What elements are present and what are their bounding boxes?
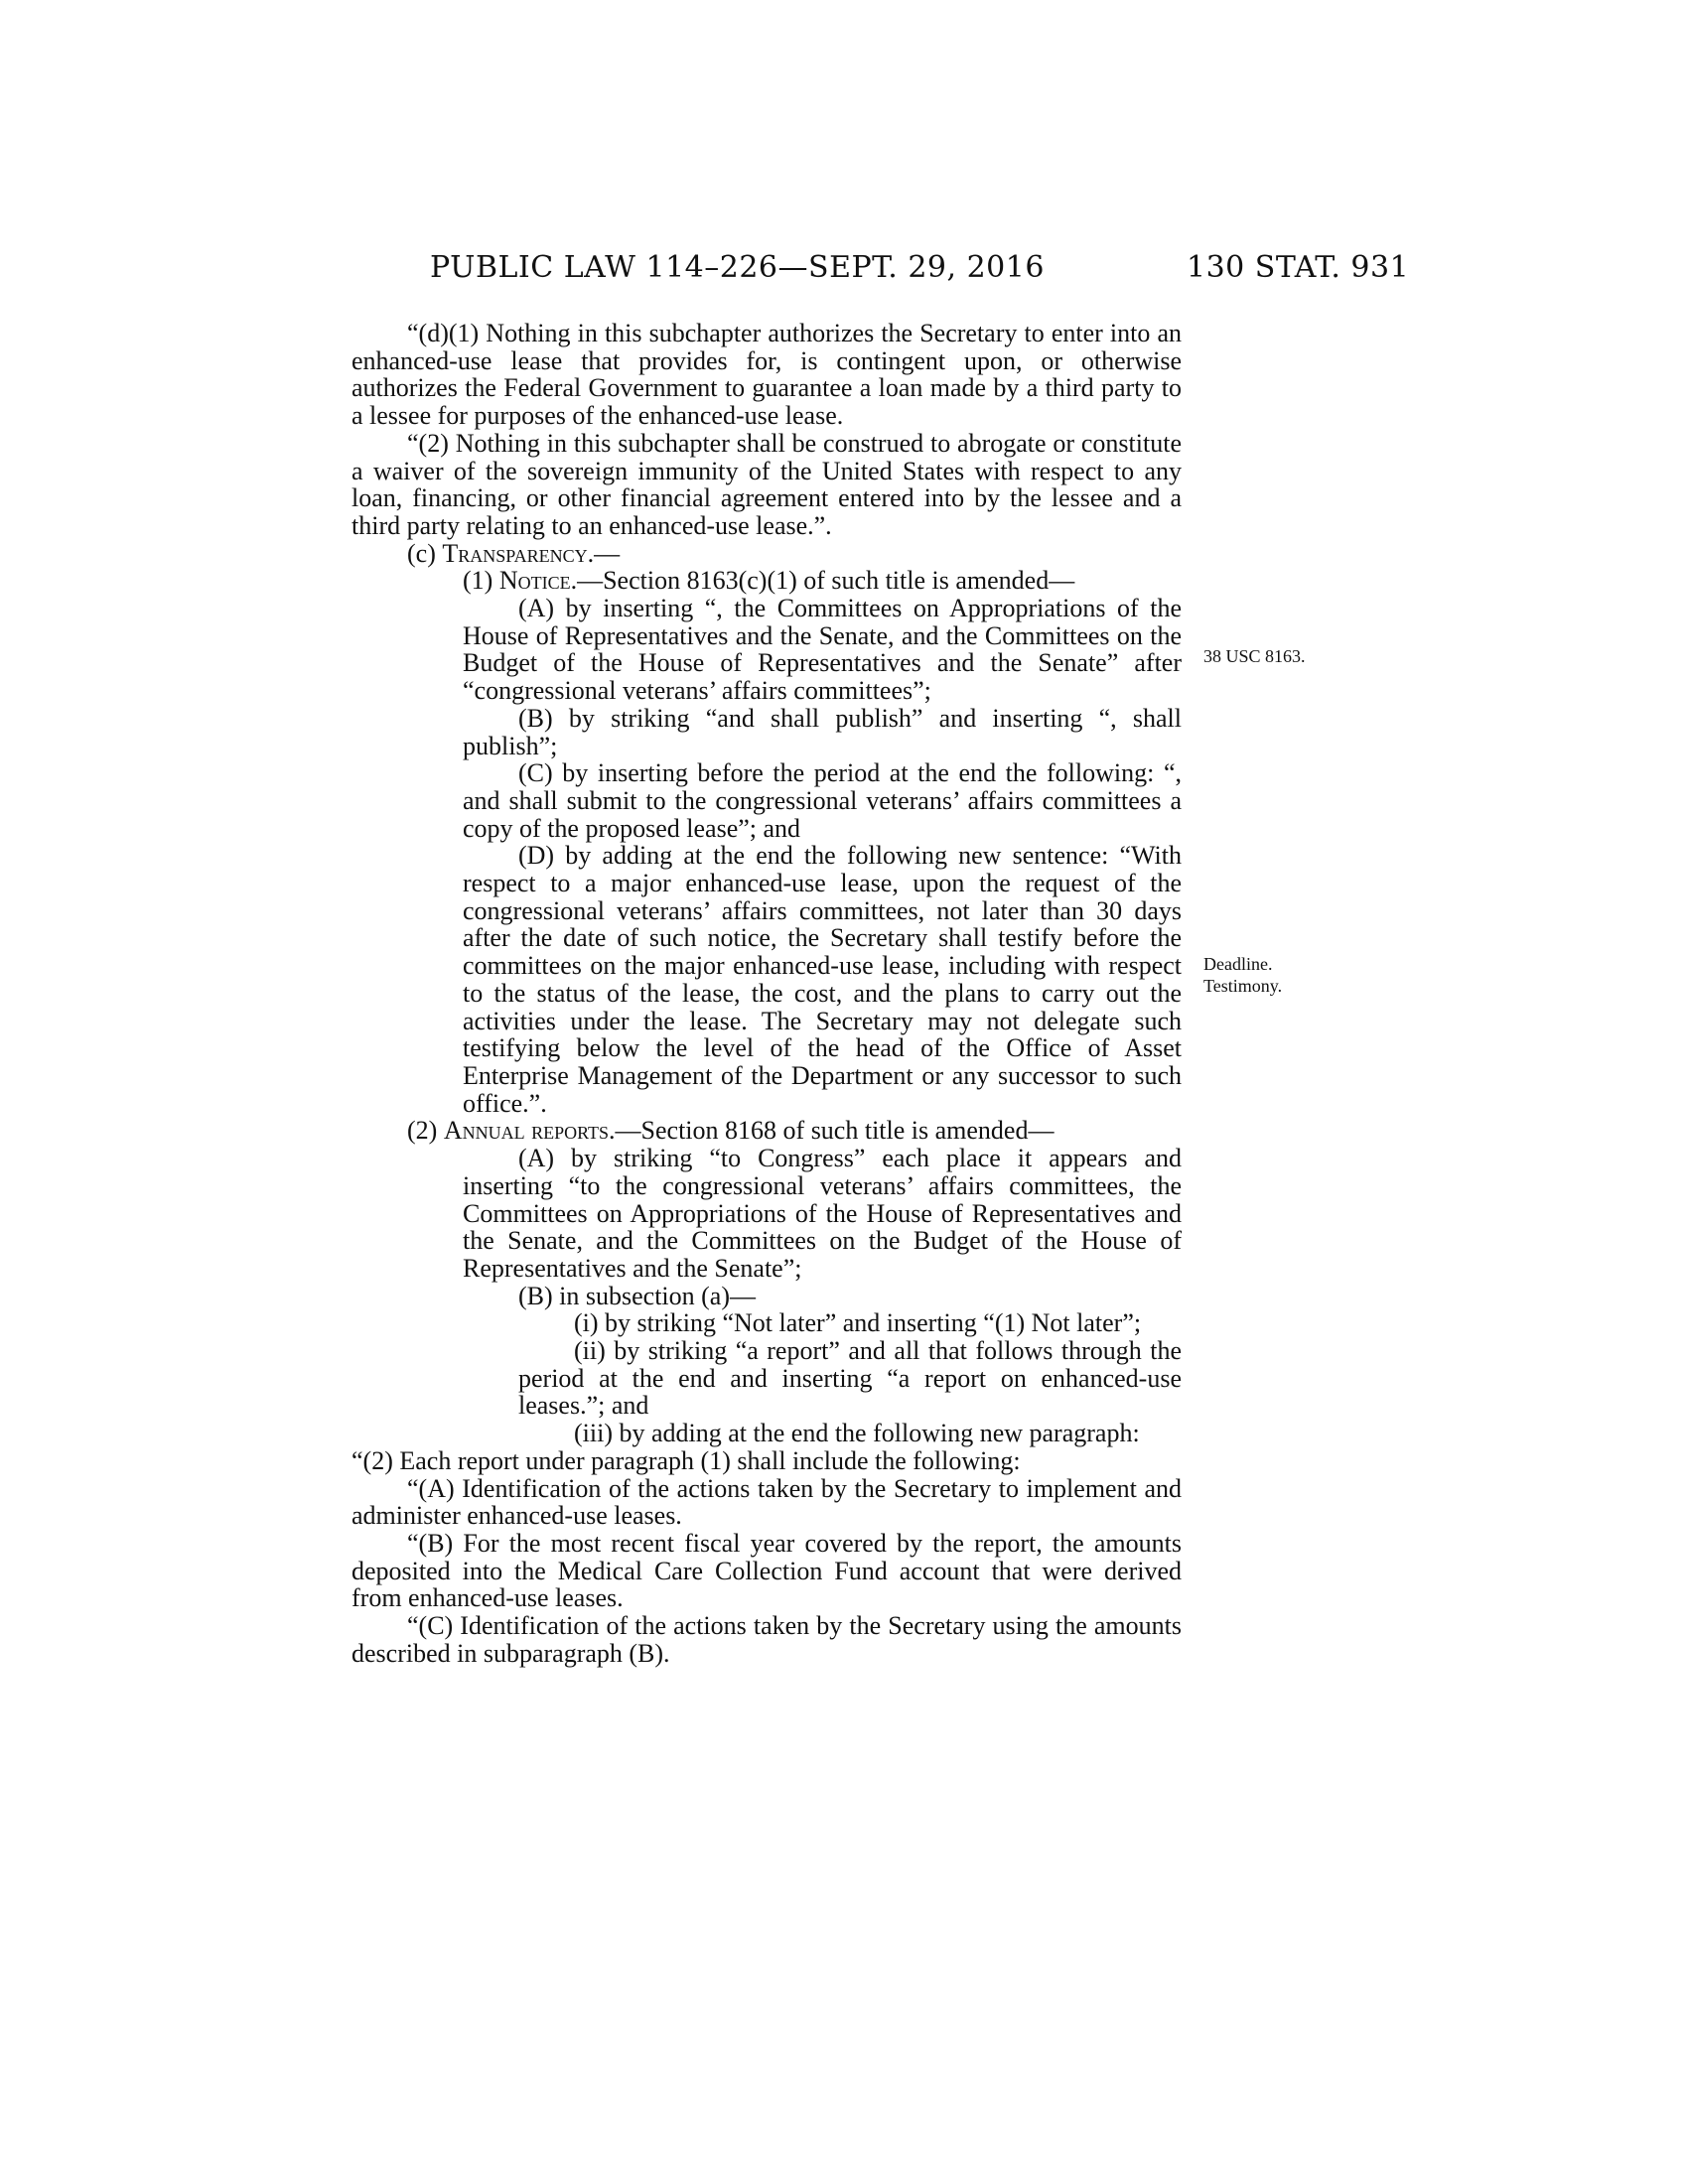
- paragraph-c2-text: .—Section 8168 of such title is amended—: [609, 1116, 1055, 1146]
- paragraph-c2-heading: Annual reports: [443, 1116, 610, 1146]
- paragraph-c1: [352, 567, 1182, 595]
- body-text: [352, 320, 1182, 1667]
- clause-c1D: (D) by adding at the end the following new sentence: “With respect to a major enhanced-use lease, upon the request of the congressional veterans’ affairs committees, not later than 30 days after the date of such notice, the Secretary shall testify before the committees on the major enhanced-use lease, including with respect to the status of the lease, the cost, and the plans to carry out the activities under the lease. The Secretary may not delegate such testifying below the level of the head of the Office of Asset Enterprise Management of the Department or any successor to such office.”.: [463, 841, 1182, 1118]
- margin-note-deadline: Deadline.: [1203, 954, 1273, 974]
- paragraph-c1-prefix: (1): [463, 566, 499, 596]
- paragraph-d2: “(2) Nothing in this subchapter shall be construed to abrogate or constitute a waiver of the sovereign immunity of the United States with respect to any loan, financing, or other financial agreement entered into by the lessee and a third party relating to an enhanced-use lease.”.: [352, 428, 1182, 540]
- subsection-c-suffix: .—: [587, 538, 621, 568]
- clause-c2Bi: (i) by striking “Not later” and inserting “(1) Not later”;: [574, 1308, 1142, 1338]
- clause-c1C: (C) by inserting before the period at the end the following: “, and shall submit to the congressional veterans’ affairs committees a copy of the proposed lease”; and: [463, 758, 1182, 843]
- clause-c2B: (B) in subsection (a)—: [518, 1281, 757, 1310]
- quoted-paragraph-2: “(2) Each report under paragraph (1) shall include the following:: [352, 1445, 1021, 1475]
- paragraph-c2: [352, 1117, 1182, 1145]
- running-header-title: PUBLIC LAW 114–226—SEPT. 29, 2016: [430, 250, 1045, 285]
- page-folio: 130 STAT. 931: [1187, 250, 1410, 285]
- quoted-clause-2B: “(B) For the most recent fiscal year covered by the report, the amounts deposited into the Medical Care Collection Fund account that were derived from enhanced-use leases.: [352, 1528, 1182, 1613]
- paragraph-d1: “(d)(1) Nothing in this subchapter authorizes the Secretary to enter into an enhanced-use lease that provides for, is contingent upon, or otherwise authorizes the Federal Government to guarantee a loan made by a third party to a lessee for purposes of the enhanced-use lease.: [352, 319, 1182, 431]
- subsection-c-prefix: (c): [407, 538, 443, 568]
- clause-c2Bii: (ii) by striking “a report” and all that follows through the period at the end and inserting “a report on enhanced-use leases.”; and: [518, 1336, 1182, 1421]
- quoted-clause-2C: “(C) Identification of the actions taken by the Secretary using the amounts described in subparagraph (B).: [352, 1611, 1182, 1668]
- quoted-clause-2A: “(A) Identification of the actions taken by the Secretary to implement and administer enhanced-use leases.: [352, 1473, 1182, 1531]
- clause-c2Biii: (iii) by adding at the end the following new paragraph:: [574, 1419, 1140, 1448]
- paragraph-c1-heading: Notice: [498, 566, 571, 596]
- paragraph-c2-prefix: (2): [407, 1116, 444, 1146]
- clause-c1A: (A) by inserting “, the Committees on Appropriations of the House of Representatives and the Senate, and the Committees on the Budget of the House of Representatives and the Senate” after “congressional veterans’ affairs committees”;: [463, 594, 1182, 706]
- clause-c1B: (B) by striking “and shall publish” and inserting “, shall publish”;: [463, 703, 1182, 760]
- paragraph-c1-text: .—Section 8163(c)(1) of such title is amended—: [570, 566, 1075, 596]
- margin-note-citation: 38 USC 8163.: [1203, 646, 1306, 666]
- clause-c2A: (A) by striking “to Congress” each place it appears and inserting “to the congressional veterans’ affairs committees, the Committees on Appropriations of the House of Representatives and the Senate, and the Committees on the Budget of the House of Representatives and the Senate”;: [463, 1144, 1182, 1283]
- subsection-c-heading: [352, 540, 1182, 568]
- subsection-c-title: Transparency: [442, 538, 588, 568]
- running-header: [0, 250, 1688, 290]
- margin-note-testimony: Testimony.: [1203, 976, 1283, 996]
